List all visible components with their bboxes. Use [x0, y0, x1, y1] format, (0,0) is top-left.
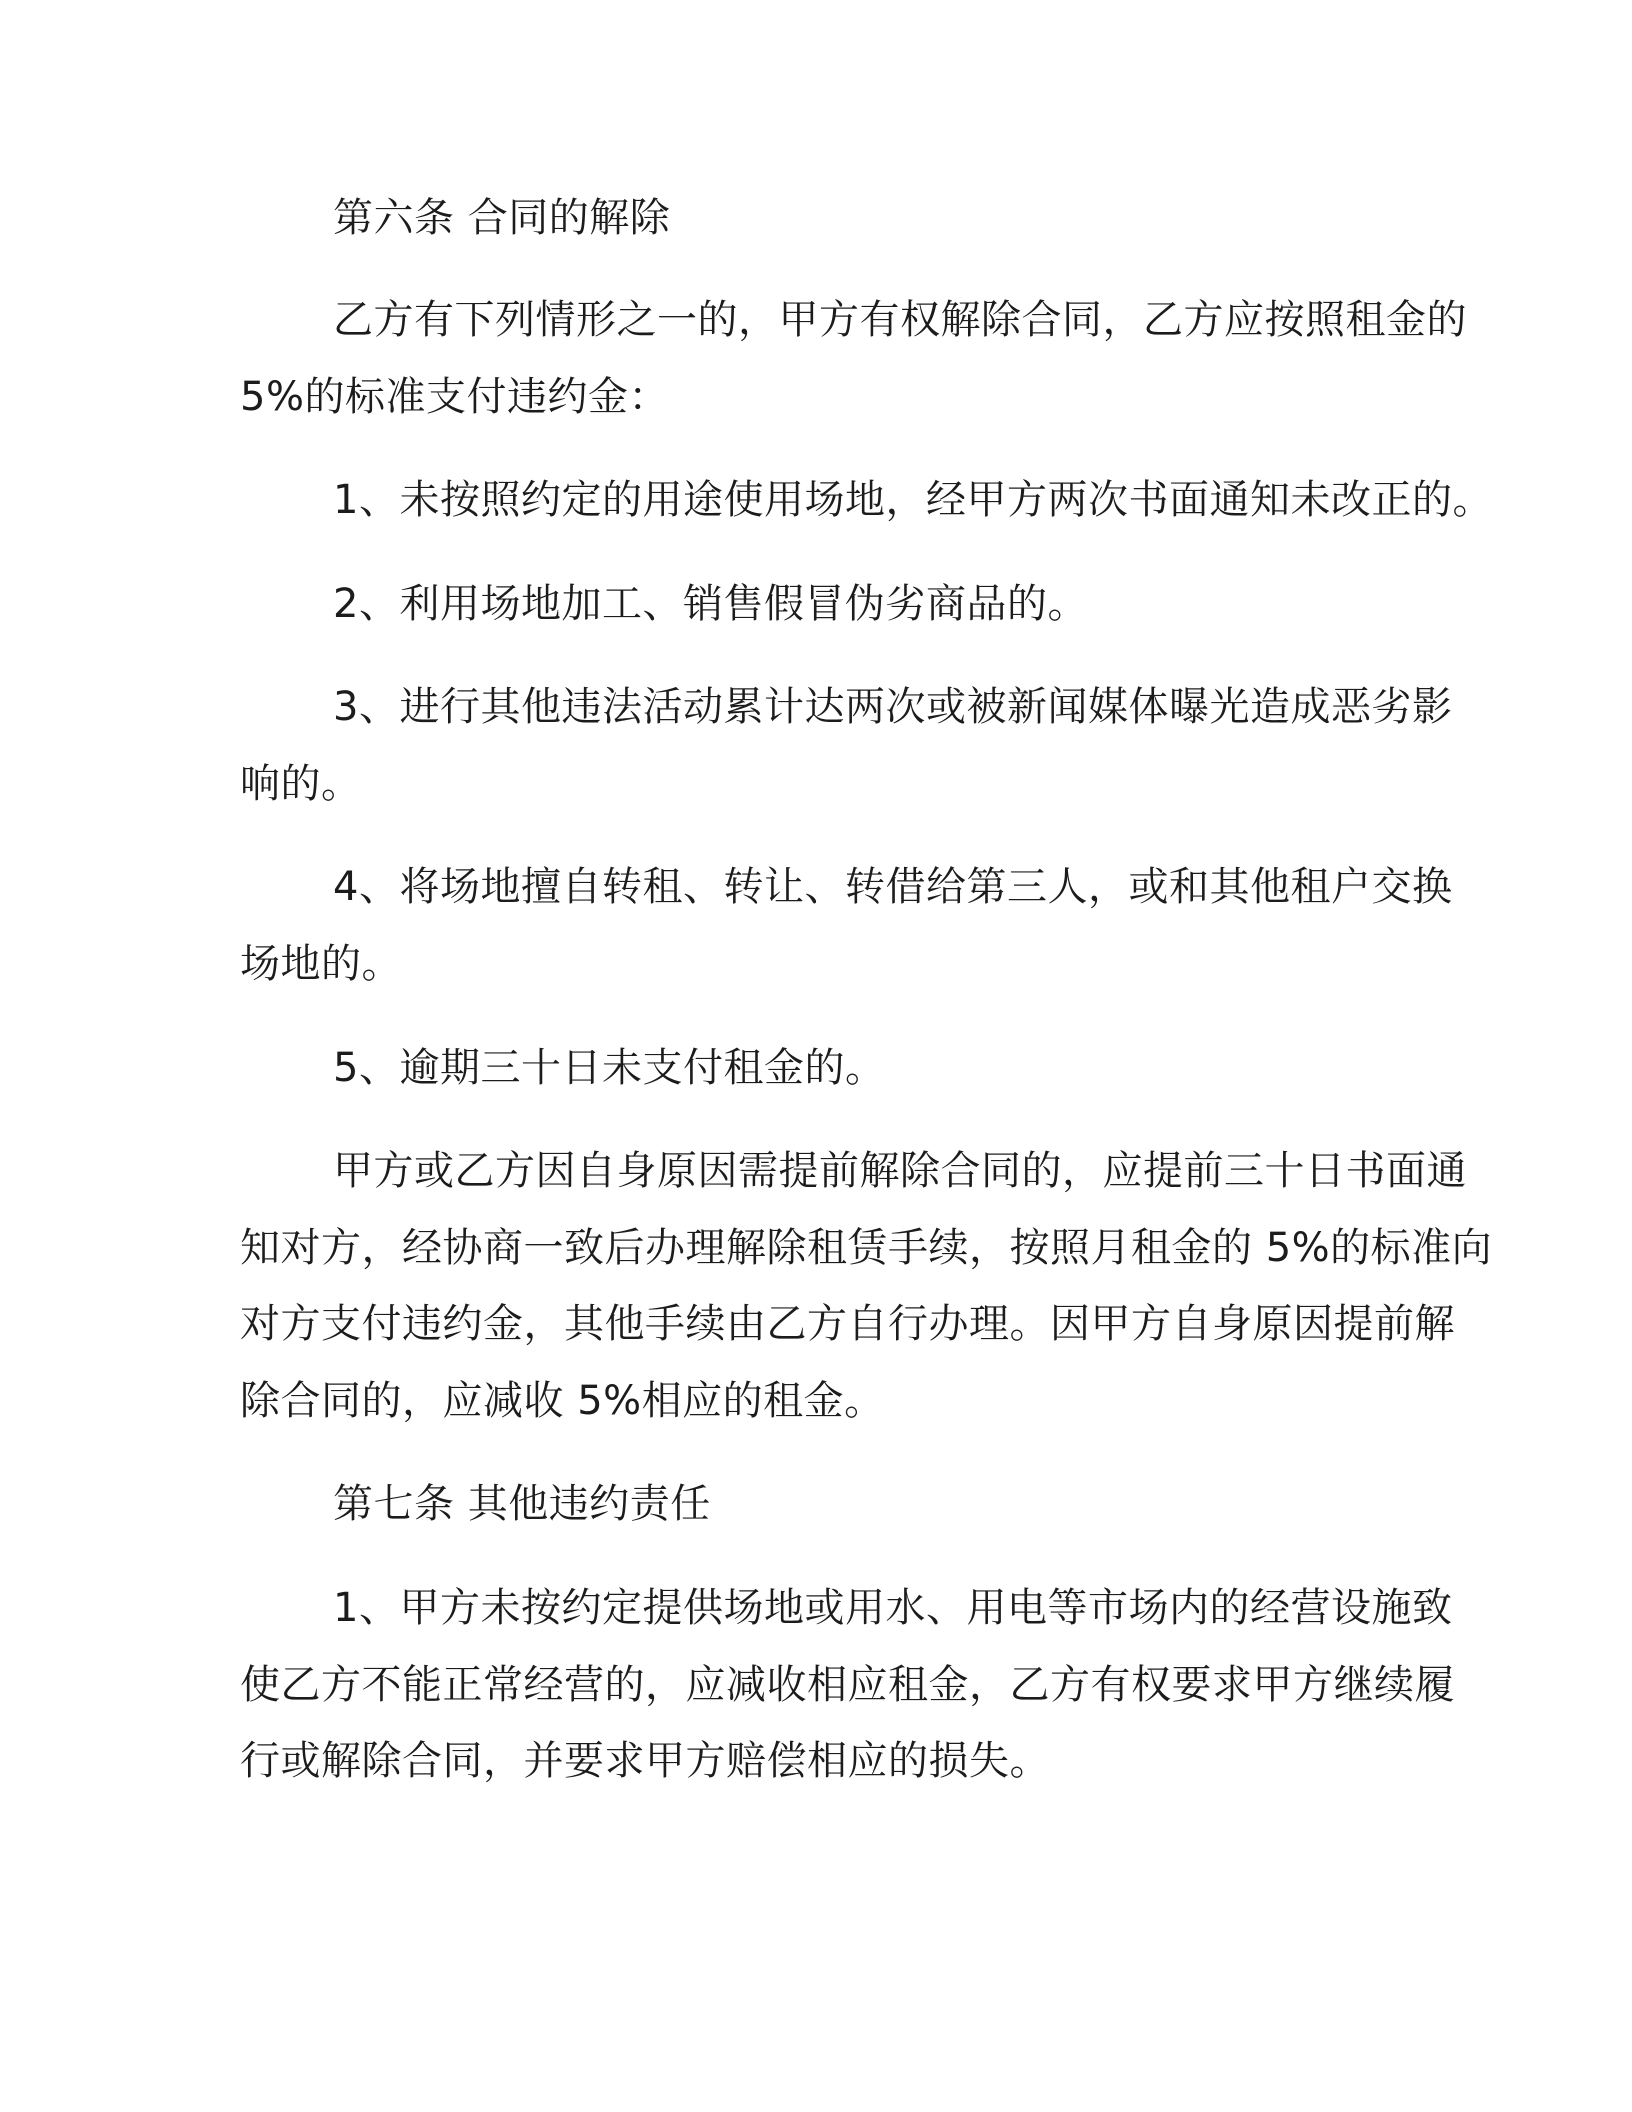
clause-item-3-line-2: 响的。 [240, 761, 362, 807]
clause-item-4-line-1: 4、将场地擅自转租、转让、转借给第三人，或和其他租户交换 [333, 864, 1453, 910]
termination-paragraph-line-3: 对方支付违约金，其他手续由乙方自行办理。因甲方自身原因提前解 [240, 1301, 1455, 1347]
section-7-item-1-line-2: 使乙方不能正常经营的，应减收相应租金，乙方有权要求甲方继续履 [240, 1662, 1455, 1708]
intro-paragraph-line-2: 5%的标准支付违约金： [240, 374, 669, 420]
termination-paragraph-line-1: 甲方或乙方因自身原因需提前解除合同的，应提前三十日书面通 [333, 1148, 1467, 1194]
section-7-item-1-line-1: 1、甲方未按约定提供场地或用水、用电等市场内的经营设施致 [333, 1585, 1453, 1631]
clause-item-2: 2、利用场地加工、销售假冒伪劣商品的。 [333, 581, 1088, 627]
section-7-heading: 第七条 其他违约责任 [333, 1481, 711, 1527]
clause-item-3-line-1: 3、进行其他违法活动累计达两次或被新闻媒体曝光造成恶劣影 [333, 684, 1453, 730]
termination-paragraph-line-4: 除合同的，应减收 5%相应的租金。 [240, 1378, 885, 1424]
termination-paragraph-line-2: 知对方，经协商一致后办理解除租赁手续，按照月租金的 5%的标准向 [240, 1225, 1493, 1271]
section-7-item-1-line-3: 行或解除合同，并要求甲方赔偿相应的损失。 [240, 1738, 1050, 1784]
section-6-heading: 第六条 合同的解除 [333, 195, 671, 241]
clause-item-5: 5、逾期三十日未支付租金的。 [333, 1045, 886, 1091]
intro-paragraph-line-1: 乙方有下列情形之一的，甲方有权解除合同，乙方应按照租金的 [333, 297, 1467, 343]
clause-item-1: 1、未按照约定的用途使用场地，经甲方两次书面通知未改正的。 [333, 477, 1493, 523]
clause-item-4-line-2: 场地的。 [240, 941, 402, 987]
